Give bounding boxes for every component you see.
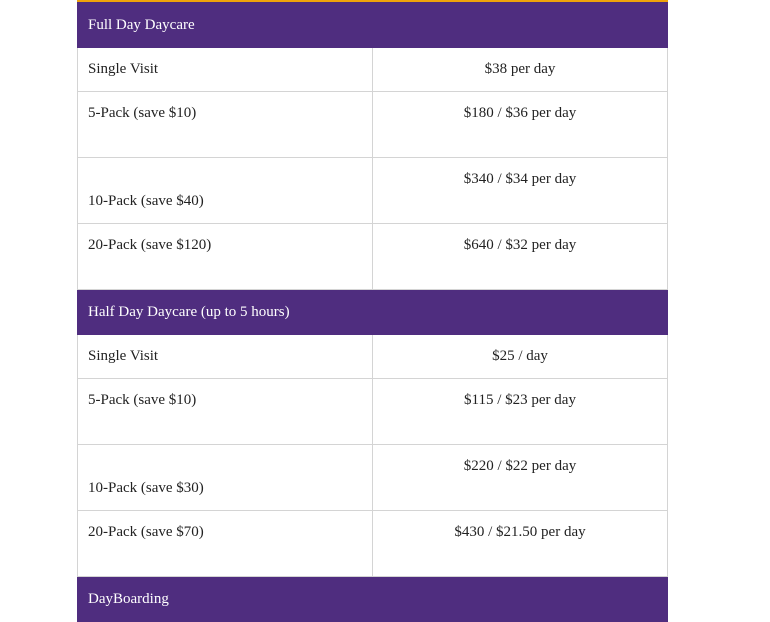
section-title: DayBoarding — [78, 577, 668, 622]
package-price: $430 / $21.50 per day — [373, 511, 668, 577]
table-row — [78, 224, 668, 290]
package-price: $180 / $36 per day — [373, 92, 668, 158]
table-row — [78, 379, 668, 445]
table-row — [78, 511, 668, 577]
pricing-table — [77, 2, 668, 622]
package-label: Single Visit — [78, 335, 373, 379]
table-row — [78, 48, 668, 92]
table-row — [78, 335, 668, 379]
package-price: $220 / $22 per day — [373, 445, 668, 511]
package-label: 10-Pack (save $30) — [78, 445, 373, 511]
package-label: 20-Pack (save $70) — [78, 511, 373, 577]
package-price: $340 / $34 per day — [373, 158, 668, 224]
package-label: 20-Pack (save $120) — [78, 224, 373, 290]
package-price: $25 / day — [373, 335, 668, 379]
package-price: $115 / $23 per day — [373, 379, 668, 445]
section-title: Half Day Daycare (up to 5 hours) — [78, 290, 668, 335]
table-row — [78, 445, 668, 511]
package-label: 5-Pack (save $10) — [78, 92, 373, 158]
package-label: 10-Pack (save $40) — [78, 158, 373, 224]
package-price: $640 / $32 per day — [373, 224, 668, 290]
section-title: Full Day Daycare — [78, 3, 668, 48]
section-header-half-day — [78, 290, 668, 335]
package-price: $38 per day — [373, 48, 668, 92]
package-label: Single Visit — [78, 48, 373, 92]
pricing-table-container — [77, 0, 668, 622]
table-row — [78, 158, 668, 224]
section-header-dayboarding — [78, 577, 668, 622]
table-row — [78, 92, 668, 158]
section-header-full-day — [78, 3, 668, 48]
package-label: 5-Pack (save $10) — [78, 379, 373, 445]
